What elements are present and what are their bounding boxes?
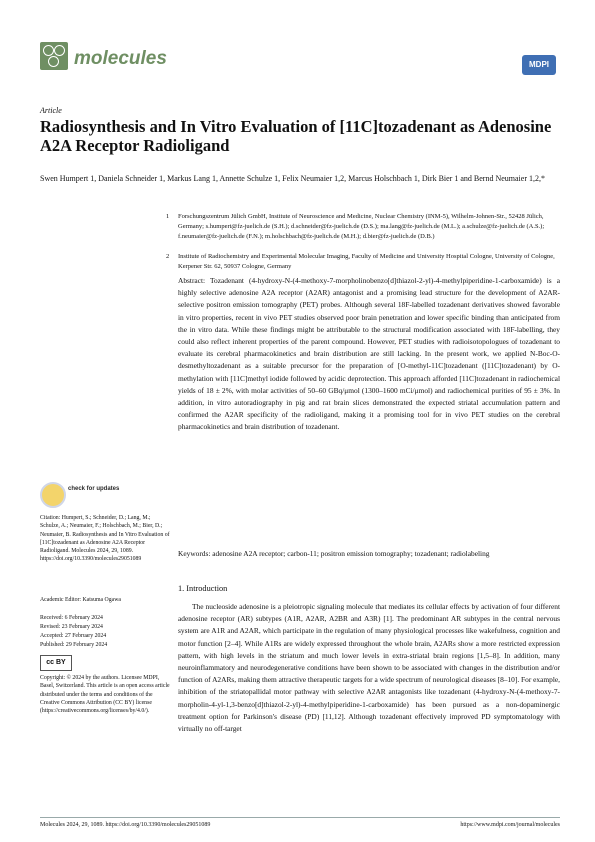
footer-url[interactable]: https://www.mdpi.com/journal/molecules	[460, 822, 560, 828]
page-footer	[40, 817, 560, 828]
article-type: Article	[40, 106, 62, 115]
affiliation-1: 1 Forschungszentrum Jülich GmbH, Institute of Neuroscience and Medicine, Nuclear Chemistry (INM-5), Wilhelm-Johnen-Str., 52428 Jülich, Germany; s.humpert@fz-juelich.de (S.H.); d.schneider@fz-juelich.de (D.S.); ma.lang@fz-juelich.de (M.L.); a.schulze@fz-juelich.de (A.S.); f.neumaier@fz-juelich.de (F.N.); m.holschbach@fz-juelich.de (M.H.); d.bier@fz-juelich.de (D.B.)	[166, 213, 545, 240]
author-list: Swen Humpert 1, Daniela Schneider 1, Markus Lang 1, Annette Schulze 1, Felix Neumaier 1,2, Marcus Holschbach 1, Dirk Bier 1 and Bernd Neumaier 1,2,*	[40, 174, 545, 183]
journal-name: molecules	[74, 48, 167, 69]
date-received: Received: 6 February 2024	[40, 615, 103, 621]
citation: Citation: Humpert, S.; Schneider, D.; Lang, M.; Schulze, A.; Neumaier, F.; Holschbach, M.; Bier, D.; Neumaier, B. Radiosynthesis and In Vitro Evaluation of [11C]tozadenant as Adenosine A2A Receptor Radioligand. Molecules 2024, 29, 1089. https://doi.org/10.3390/molecules29051089	[40, 515, 170, 563]
publisher-logo[interactable]: MDPI	[522, 55, 556, 75]
paper-title: Radiosynthesis and In Vitro Evaluation of [11C]tozadenant as Adenosine A2A Receptor Radioligand	[40, 117, 552, 155]
date-accepted: Accepted: 27 February 2024	[40, 633, 107, 639]
academic-editor: Academic Editor: Katsuma Ogawa	[40, 597, 121, 603]
copyright: Copyright: © 2024 by the authors. Licensee MDPI, Basel, Switzerland. This article is an open access article distributed under the terms and conditions of the Creative Commons Attribution (CC BY) license (https://creativecommons.org/licenses/by/4.0/).	[40, 675, 170, 715]
section-title: 1. Introduction	[178, 584, 228, 593]
abstract: Abstract: Tozadenant (4-hydroxy-N-(4-methoxy-7-morpholinobenzo[d]thiazol-2-yl)-4-methylpiperidine-1-carboxamide) is a highly selective adenosine A2A receptor (A2AR) antagonist and a promising lead structure for the development of A2AR-selective positron emission tomography (PET) probes. Although several 18F-labelled tozadenant derivatives showed favorable in vitro properties, recent in vivo PET studies observed poor brain penetration and lower specific binding than anticipated from the in vitro data. While these findings might be attributable to the structural modification associated with 18F-labelling, they could also reflect inherent properties of the parent compound. However, PET studies with radioisotopologues of tozadenant to evaluate its cerebral pharmacokinetics and brain distribution are still lacking. In the present work, we applied N-Boc-O-desmethyltozadenant as a suitable precursor for the preparation of [O-methyl-11C]tozadenant ([11C]tozadenant) by O-methylation with [11C]methyl iodide followed by acidic deprotection. This approach afforded [11C]tozadenant in radiochemical yields of 18 ± 2%, with molar activities of 50–60 GBq/μmol (1300–1600 mCi/μmol) and radiochemical purities of 95 ± 3%. In addition, in vitro autoradiography in pig and rat brain slices demonstrated the expected striatal accumulation pattern and confirmed the A2AR specificity of the radioligand, making it a promising tool for in vivo PET studies on the cerebral pharmacokinetics and brain distribution of tozadenant.	[178, 276, 560, 432]
date-published: Published: 29 February 2024	[40, 642, 108, 648]
check-updates-icon[interactable]	[40, 482, 66, 508]
keywords: Keywords: adenosine A2A receptor; carbon-11; positron emission tomography; tozadenant; radiolabeling	[178, 549, 490, 558]
cc-by-icon[interactable]: cc BY	[40, 655, 72, 671]
introduction-text: The nucleoside adenosine is a pleiotropic signaling molecule that mediates its cellular effects by activation of four different adenosine receptor (AR) subtypes (A1R, A2AR, A2BR and A3R) [1]. The predominant AR subtypes in the central nervous system are A1R and A2AR, which participate in the regulation of many physiological processes like wakefulness, cognition and motor function [2–4]. While A1Rs are widely expressed throughout the whole brain, A2ARs show a more restricted expression pattern, with high levels in the striatum and much lower levels in extra-striatal brain regions [1,5–8]. In addition, many neuroinflammatory and neurodegenerative conditions have been shown to be associated with changes in the distribution and/or function of A2ARs, making them attractive therapeutic targets for a wide spectrum of neurological diseases [8–10]. For example, inhibition of the striatopallidal motor pathway with selective A2AR antagonists like tozadenant (4-hydroxy-N-(4-methoxy-7-morpholin-4-yl-1,3-benzo[d]thiazol-2-yl)-4-methylpiperidine-1-carboxamide) has been pursued as a non-dopaminergic treatment option for Parkinson's disease (PD) [11,12]. Although tozadenant effectively improved PD symptomatology with virtually no off-target	[178, 602, 561, 734]
journal-logo	[40, 42, 68, 70]
date-revised: Revised: 23 February 2024	[40, 624, 103, 630]
affiliation-2: 2 Institute of Radiochemistry and Experimental Molecular Imaging, Faculty of Medicine and University Hospital Cologne, University of Cologne, Kerpener Str. 62, 50937 Cologne, Germany	[166, 253, 555, 270]
check-updates-label[interactable]: check for updates	[68, 486, 120, 492]
footer-citation[interactable]: Molecules 2024, 29, 1089. https://doi.org/10.3390/molecules29051089	[40, 822, 211, 828]
